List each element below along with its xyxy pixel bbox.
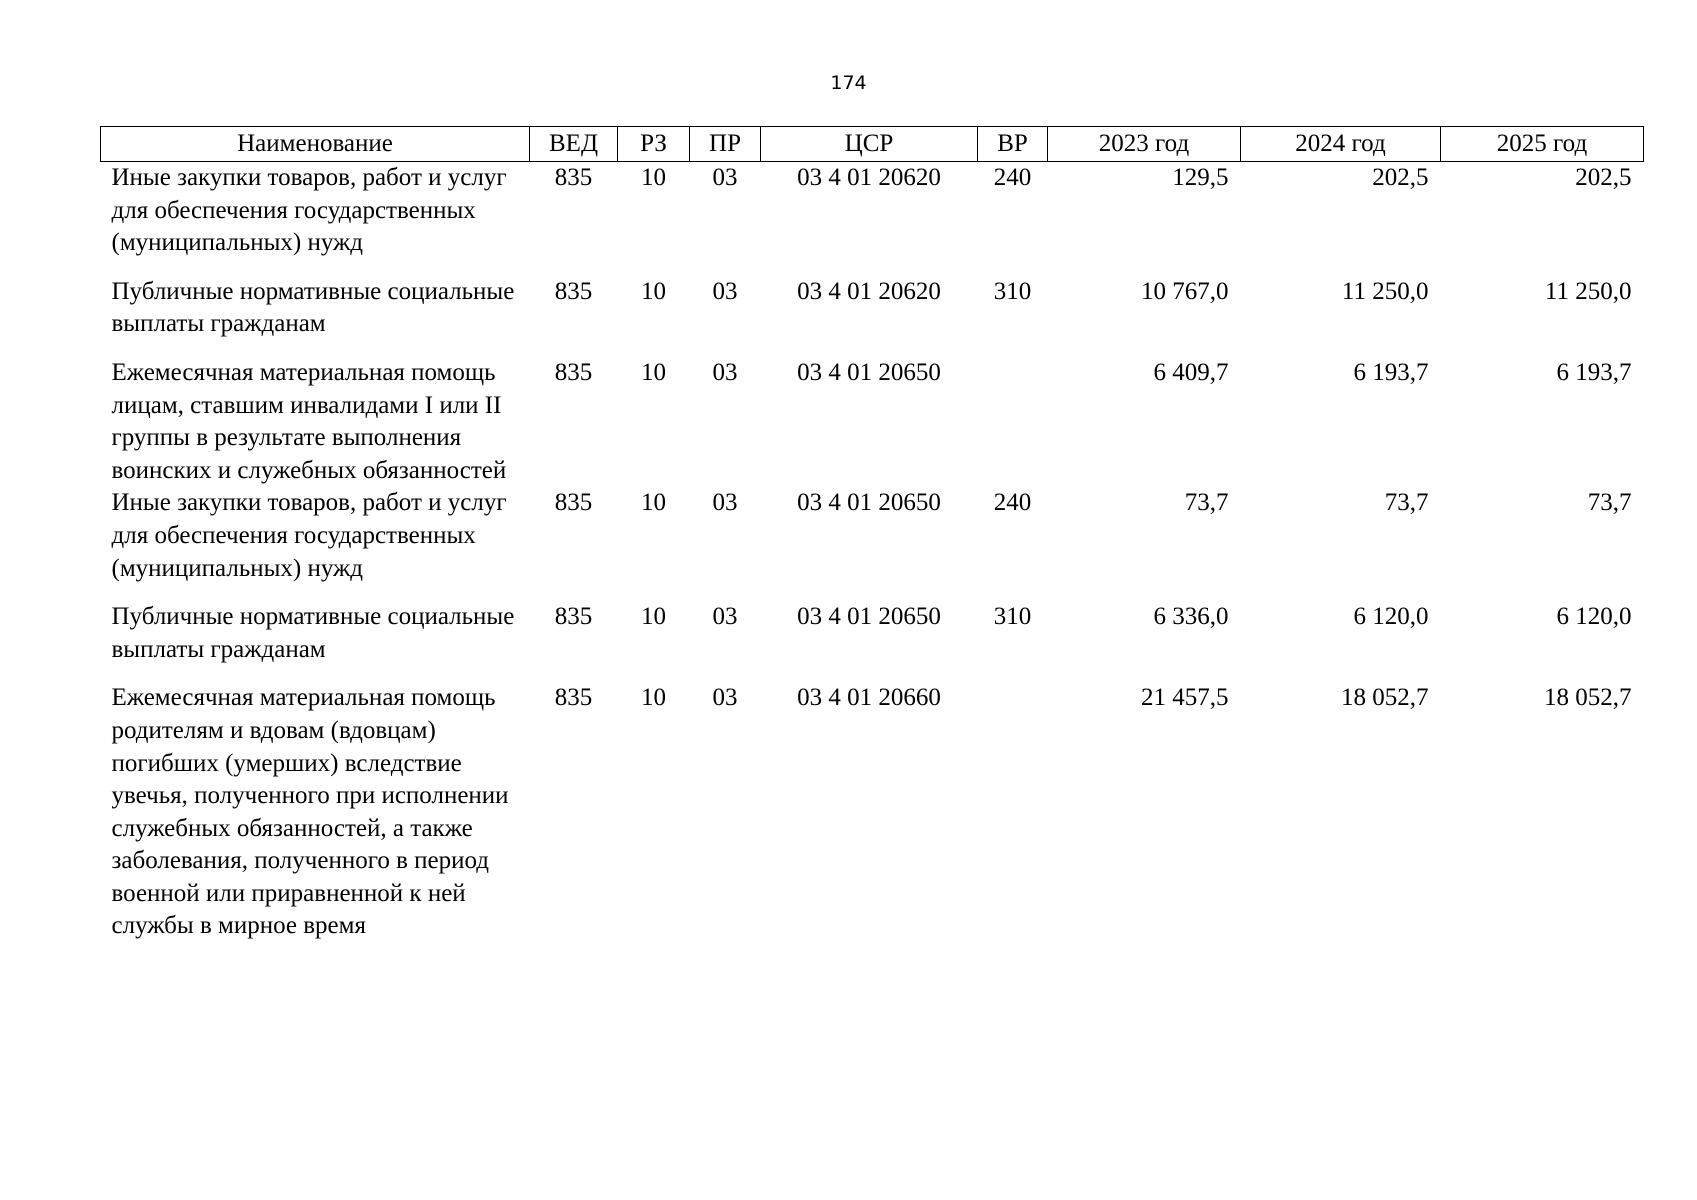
header-2024: 2024 год	[1241, 127, 1441, 162]
row-vr: 310	[993, 277, 1032, 305]
row-2025: 202,5	[1575, 164, 1632, 191]
header-pr: ПР	[690, 127, 761, 162]
header-csr: ЦСР	[761, 127, 978, 162]
row-ved: 835	[554, 489, 593, 517]
row-2024: 6 120,0	[1353, 603, 1429, 631]
header-2023: 2023 год	[1048, 127, 1241, 162]
row-rz: 10	[641, 684, 666, 712]
table-header	[101, 127, 1644, 162]
table-row	[101, 162, 1644, 276]
table-row	[101, 276, 1644, 357]
row-pr: 03	[712, 603, 738, 631]
table-row	[101, 487, 1644, 601]
row-csr: 03 4 01 20650	[797, 489, 941, 517]
row-2024: 73,7	[1384, 489, 1429, 517]
row-ved: 835	[554, 358, 593, 386]
row-2024: 18 052,7	[1341, 684, 1429, 712]
budget-table	[100, 126, 1644, 943]
row-2025: 73,7	[1587, 489, 1632, 517]
row-2023: 129,5	[1172, 164, 1229, 191]
table-row	[101, 682, 1644, 943]
header-vr: ВР	[978, 127, 1048, 162]
row-csr: 03 4 01 20650	[797, 603, 941, 631]
row-2023: 6 336,0	[1153, 603, 1229, 631]
row-csr: 03 4 01 20620	[797, 164, 941, 191]
row-rz: 10	[641, 603, 666, 631]
row-rz: 10	[641, 164, 666, 191]
row-2025: 11 250,0	[1544, 277, 1632, 305]
row-vr	[978, 357, 1048, 487]
row-ved: 835	[554, 603, 593, 631]
row-name: Иные закупки товаров, работ и услуг для обеспечения государственных (муниципальных) нужд	[111, 164, 507, 257]
row-pr: 03	[712, 164, 738, 191]
row-vr: 310	[993, 603, 1032, 631]
row-name: Публичные нормативные социальные выплаты гражданам	[111, 603, 515, 663]
row-2025: 6 193,7	[1556, 358, 1632, 386]
row-name: Публичные нормативные социальные выплаты гражданам	[111, 277, 515, 338]
row-rz: 10	[641, 358, 666, 386]
page-number: 174	[830, 72, 867, 94]
row-csr: 03 4 01 20650	[797, 358, 941, 386]
header-ved: ВЕД	[530, 127, 618, 162]
header-name: Наименование	[101, 127, 530, 162]
row-pr: 03	[712, 489, 738, 517]
row-2023: 10 767,0	[1141, 277, 1229, 305]
row-2023: 73,7	[1184, 489, 1229, 517]
row-2025: 18 052,7	[1544, 684, 1632, 712]
row-ved: 835	[554, 684, 593, 712]
row-name: Ежемесячная материальная помощь лицам, ставшим инвалидами I или II группы в результате выполнения воинских и служебных обязанностей	[111, 358, 507, 484]
header-2025: 2025 год	[1441, 127, 1644, 162]
row-csr: 03 4 01 20660	[797, 684, 941, 712]
row-2025: 6 120,0	[1556, 603, 1632, 631]
row-rz: 10	[641, 489, 666, 517]
row-2023: 6 409,7	[1153, 358, 1229, 386]
row-pr: 03	[712, 358, 738, 386]
row-2023: 21 457,5	[1141, 684, 1229, 712]
row-2024: 11 250,0	[1341, 277, 1429, 305]
row-pr: 03	[712, 684, 738, 712]
header-rz: РЗ	[618, 127, 690, 162]
row-csr: 03 4 01 20620	[797, 277, 941, 305]
row-vr: 240	[993, 164, 1032, 191]
row-2024: 202,5	[1372, 164, 1429, 191]
row-2024: 6 193,7	[1353, 358, 1429, 386]
row-rz: 10	[641, 277, 666, 305]
row-vr: 240	[993, 489, 1032, 517]
row-name: Ежемесячная материальная помощь родителям и вдовам (вдовцам) погибших (умерших) вследствие увечья, полученного при исполнении служебных обязанностей, а также заболевания, полученного в период военной или приравненной к ней службы в мирное время	[111, 684, 509, 940]
row-name: Иные закупки товаров, работ и услуг для обеспечения государственных (муниципальных) нужд	[111, 489, 507, 582]
row-vr	[978, 682, 1048, 943]
row-pr: 03	[712, 277, 738, 305]
row-ved: 835	[554, 277, 593, 305]
table-row	[101, 357, 1644, 487]
row-ved: 835	[554, 164, 593, 191]
table-row	[101, 601, 1644, 682]
